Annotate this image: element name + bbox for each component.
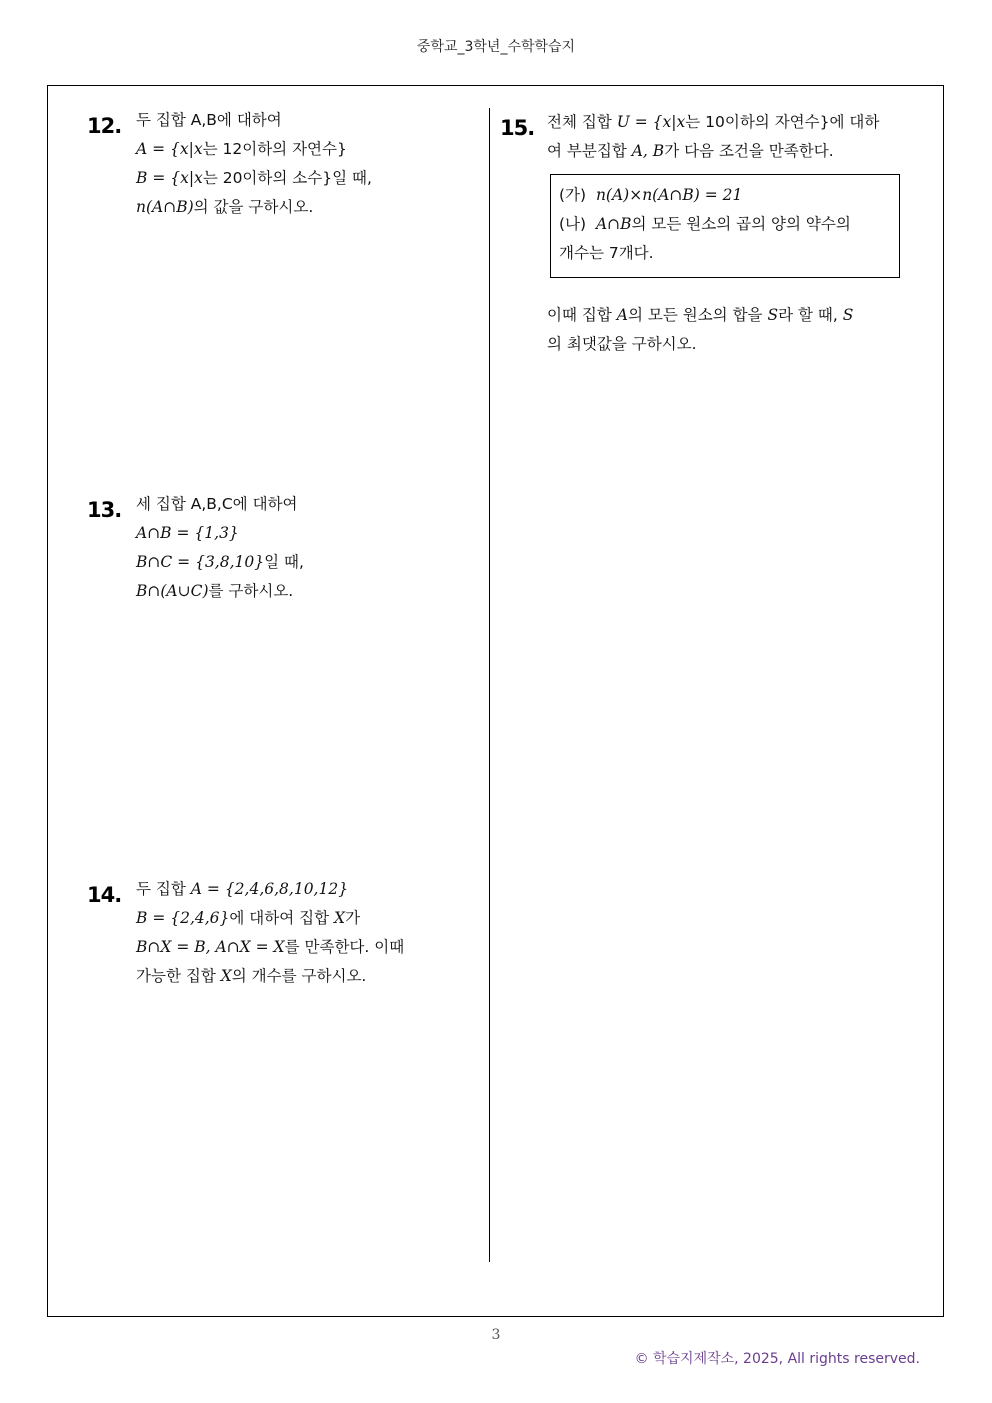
column-divider — [489, 108, 490, 1262]
problem-number: 15. — [500, 116, 535, 140]
problem-text: 일 때, — [264, 553, 304, 571]
math-expression: A = {x|x — [136, 140, 203, 158]
problem-text: 의 개수를 구하시오. — [231, 967, 367, 985]
problem-text: 라 할 때, — [778, 306, 843, 324]
problem-text-line — [136, 577, 304, 606]
problem-text-line — [547, 137, 879, 166]
problem-text: 의 값을 구하시오. — [193, 198, 314, 216]
condition-na-cont: 개수는 7개다. — [559, 244, 654, 262]
condition-na — [559, 210, 891, 239]
problem-text-line — [136, 548, 304, 577]
problem-text-line — [136, 193, 372, 222]
problem-text-line — [136, 164, 372, 193]
problem-text-line: 두 집합 A,B에 대하여 — [136, 111, 282, 129]
page-header: 중학교_3학년_수학학습지 — [416, 39, 576, 55]
problem-text: 를 만족한다. 이때 — [284, 938, 405, 956]
problem-text-line — [136, 519, 304, 548]
problem-text: 여 부분집합 — [547, 142, 632, 160]
problem-text: 이때 집합 — [547, 306, 617, 324]
math-expression: B∩(A∪C) — [136, 582, 209, 600]
math-expression: U = {x|x — [616, 113, 686, 131]
problem-text: 는 20이하의 소수}일 때, — [202, 169, 372, 187]
math-expression: n(A)×n(A∩B) = 21 — [595, 186, 743, 204]
condition-ga — [559, 181, 891, 210]
math-expression: B = {x|x — [136, 169, 203, 187]
problem-text-line — [547, 301, 853, 330]
problem-text: 는 12이하의 자연수} — [202, 140, 347, 158]
math-expression: A∩B — [595, 215, 632, 233]
math-variable: X — [334, 909, 346, 927]
math-expression: n(A∩B) — [136, 198, 194, 216]
page-number: 3 — [491, 1327, 501, 1343]
math-expression: A∩B = {1,3} — [136, 524, 239, 542]
problem-text-line — [136, 962, 404, 991]
problem-text-line — [547, 108, 879, 137]
problem-number: 14. — [87, 883, 122, 907]
condition-label: (가) — [559, 186, 587, 204]
math-expression: B = {2,4,6} — [136, 909, 230, 927]
problem-text: 에 대하여 집합 — [229, 909, 335, 927]
math-variable: S — [842, 306, 854, 324]
problem-text: 를 구하시오. — [208, 582, 294, 600]
math-expression: A = {2,4,6,8,10,12} — [190, 880, 349, 898]
problem-text: 는 10이하의 자연수}에 대하 — [685, 113, 880, 131]
problem-text-line — [136, 875, 404, 904]
problem-text: 의 모든 원소의 곱의 양의 약수의 — [631, 215, 851, 233]
copyright-notice: © 학습지제작소, 2025, All rights reserved. — [634, 1351, 920, 1367]
problem-text-line — [136, 933, 404, 962]
problem-text-line — [136, 904, 404, 933]
math-expression: B∩X = B, A∩X = X — [136, 938, 285, 956]
problem-text: 가 다음 조건을 만족한다. — [664, 142, 834, 160]
problem-text-line: 세 집합 A,B,C에 대하여 — [136, 495, 298, 513]
problem-text: 두 집합 — [136, 880, 191, 898]
math-expression: B∩C = {3,8,10} — [136, 553, 265, 571]
problem-text: 가능한 집합 — [136, 967, 221, 985]
problem-text: 전체 집합 — [547, 113, 617, 131]
problem-number: 13. — [87, 498, 122, 522]
math-variable: S — [767, 306, 779, 324]
math-expression: A, B — [631, 142, 665, 160]
condition-box — [550, 174, 900, 278]
condition-label: (나) — [559, 215, 587, 233]
problem-text-line — [136, 135, 372, 164]
math-variable: A — [616, 306, 628, 324]
problem-number: 12. — [87, 114, 122, 138]
problem-text-line: 의 최댓값을 구하시오. — [547, 335, 697, 353]
math-variable: X — [220, 967, 232, 985]
problem-text: 의 모든 원소의 합을 — [627, 306, 768, 324]
problem-text: 가 — [345, 909, 361, 927]
